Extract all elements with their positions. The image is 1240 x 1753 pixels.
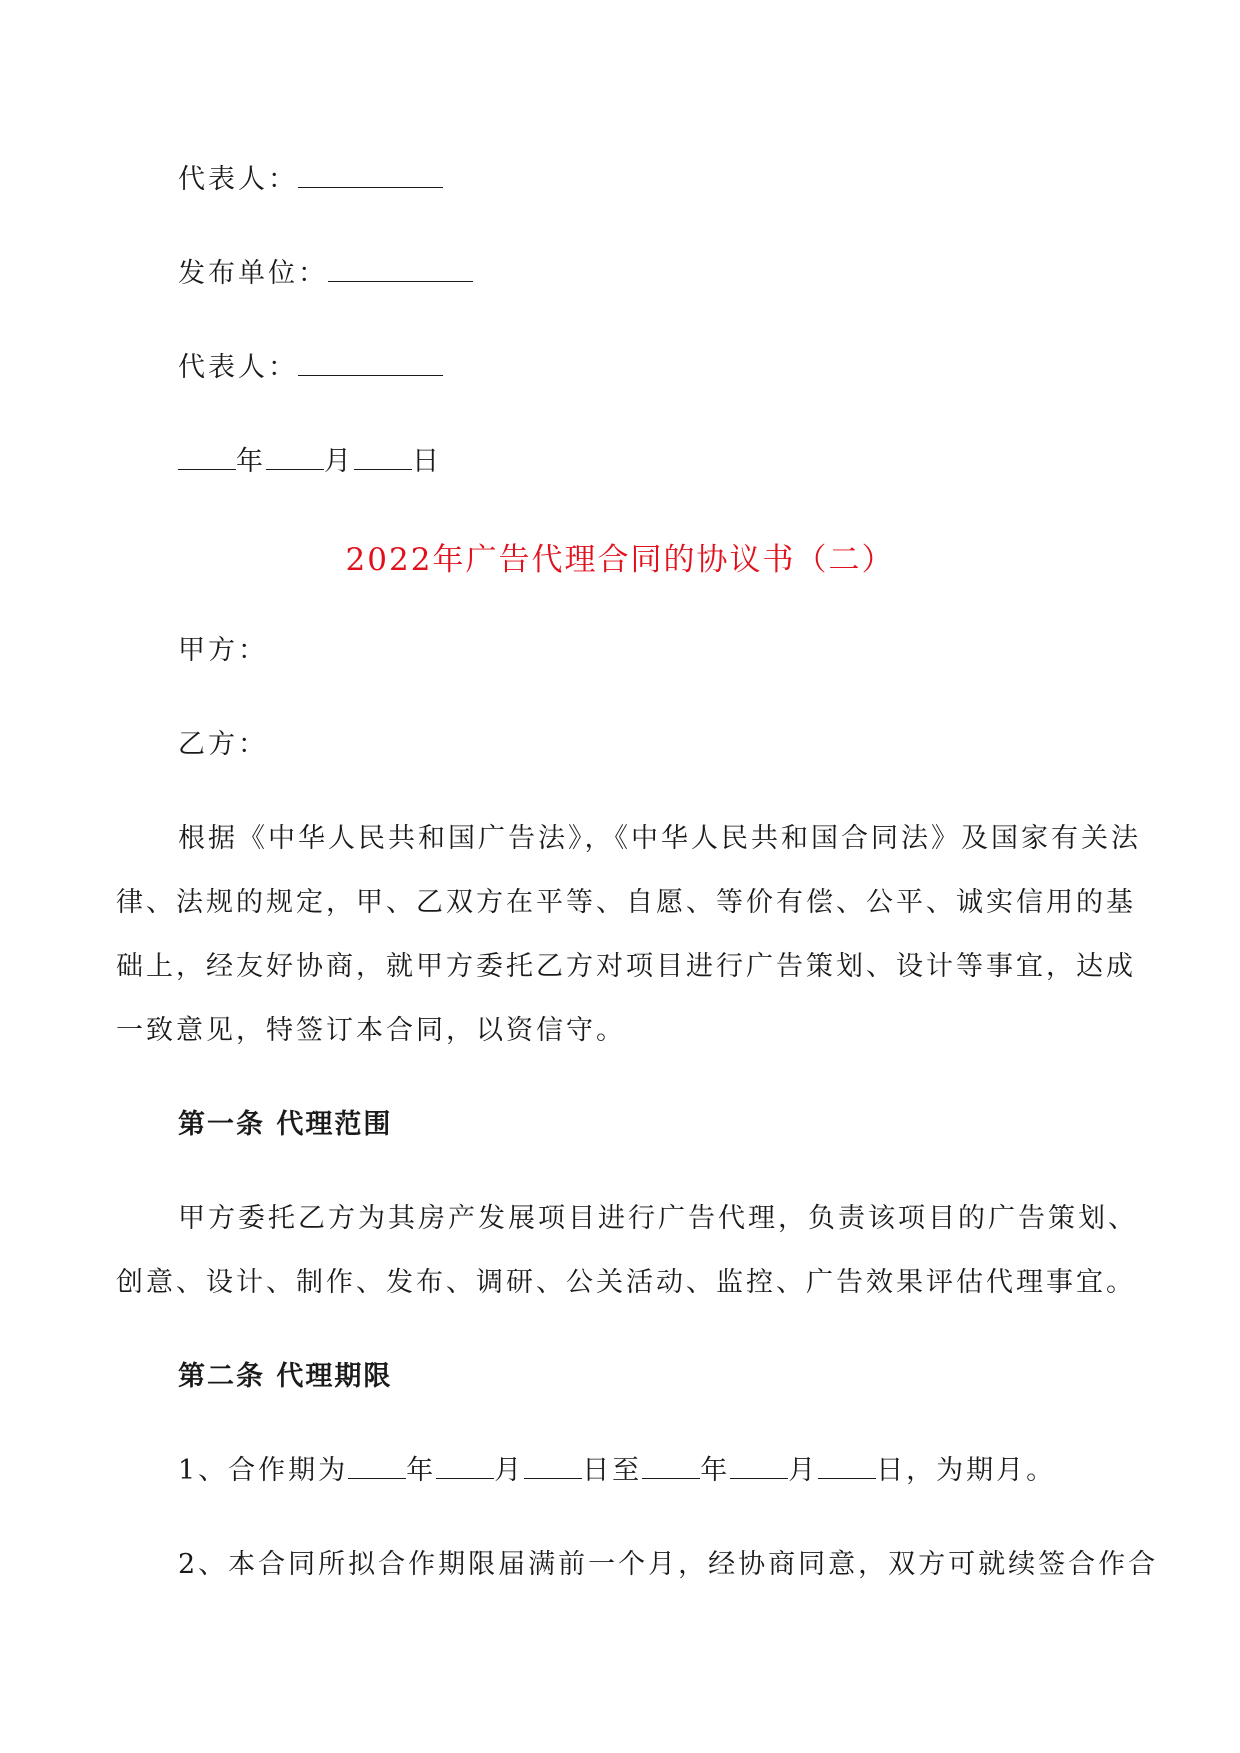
- date-line: [178, 445, 442, 479]
- article-1-line: 创意、设计、制作、发布、调研、公关活动、监控、广告效果评估代理事宜。: [116, 1267, 1136, 1298]
- preamble-line: 律、法规的规定，甲、乙双方在平等、自愿、等价有偿、公平、诚实信用的基: [116, 887, 1136, 918]
- year-blank: [178, 447, 236, 470]
- representative-line-2: [178, 351, 443, 385]
- start-day-blank: [524, 1456, 582, 1479]
- end-day-blank: [818, 1456, 876, 1479]
- representative-label: 代表人：: [178, 352, 298, 383]
- party-a-label: 甲方：: [178, 635, 268, 666]
- term-item-2: 2、本合同所拟合作期限届满前一个月，经协商同意，双方可就续签合作合: [178, 1549, 1159, 1580]
- end-year-blank: [642, 1456, 700, 1479]
- signature-blank: [298, 353, 443, 376]
- signature-blank: [298, 165, 443, 188]
- publisher-blank: [328, 259, 473, 282]
- start-year-blank: [348, 1456, 406, 1479]
- end-day-label: 日，为期月。: [876, 1455, 1057, 1486]
- end-year-label: 年: [700, 1455, 731, 1486]
- representative-line-1: [178, 163, 443, 197]
- article-2-heading: 第二条 代理期限: [178, 1361, 393, 1392]
- day-label: 日: [412, 446, 442, 477]
- party-b-label: 乙方：: [178, 729, 268, 760]
- day-blank: [354, 447, 412, 470]
- start-month-blank: [436, 1456, 494, 1479]
- year-label: 年: [236, 446, 266, 477]
- start-year-label: 年: [406, 1455, 437, 1486]
- article-1-heading: 第一条 代理范围: [178, 1109, 393, 1140]
- end-month-label: 月: [788, 1455, 819, 1486]
- article-1-line: 甲方委托乙方为其房产发展项目进行广告代理，负责该项目的广告策划、: [178, 1203, 1138, 1234]
- start-day-label: 日至: [582, 1455, 643, 1486]
- preamble-line: 根据《中华人民共和国广告法》，《中华人民共和国合同法》及国家有关法: [178, 823, 1141, 854]
- representative-label: 代表人：: [178, 164, 298, 195]
- term-prefix: 1、合作期为: [178, 1455, 349, 1486]
- document-title: 2022年广告代理合同的协议书（二）: [345, 542, 895, 578]
- preamble-line: 一致意见，特签订本合同，以资信守。: [116, 1015, 626, 1046]
- term-item-1: [178, 1454, 1056, 1488]
- month-blank: [266, 447, 324, 470]
- preamble-line: 础上，经友好协商，就甲方委托乙方对项目进行广告策划、设计等事宜，达成: [116, 951, 1136, 982]
- month-label: 月: [324, 446, 354, 477]
- end-month-blank: [730, 1456, 788, 1479]
- start-month-label: 月: [494, 1455, 525, 1486]
- publisher-label: 发布单位：: [178, 258, 328, 289]
- publisher-line: [178, 257, 473, 291]
